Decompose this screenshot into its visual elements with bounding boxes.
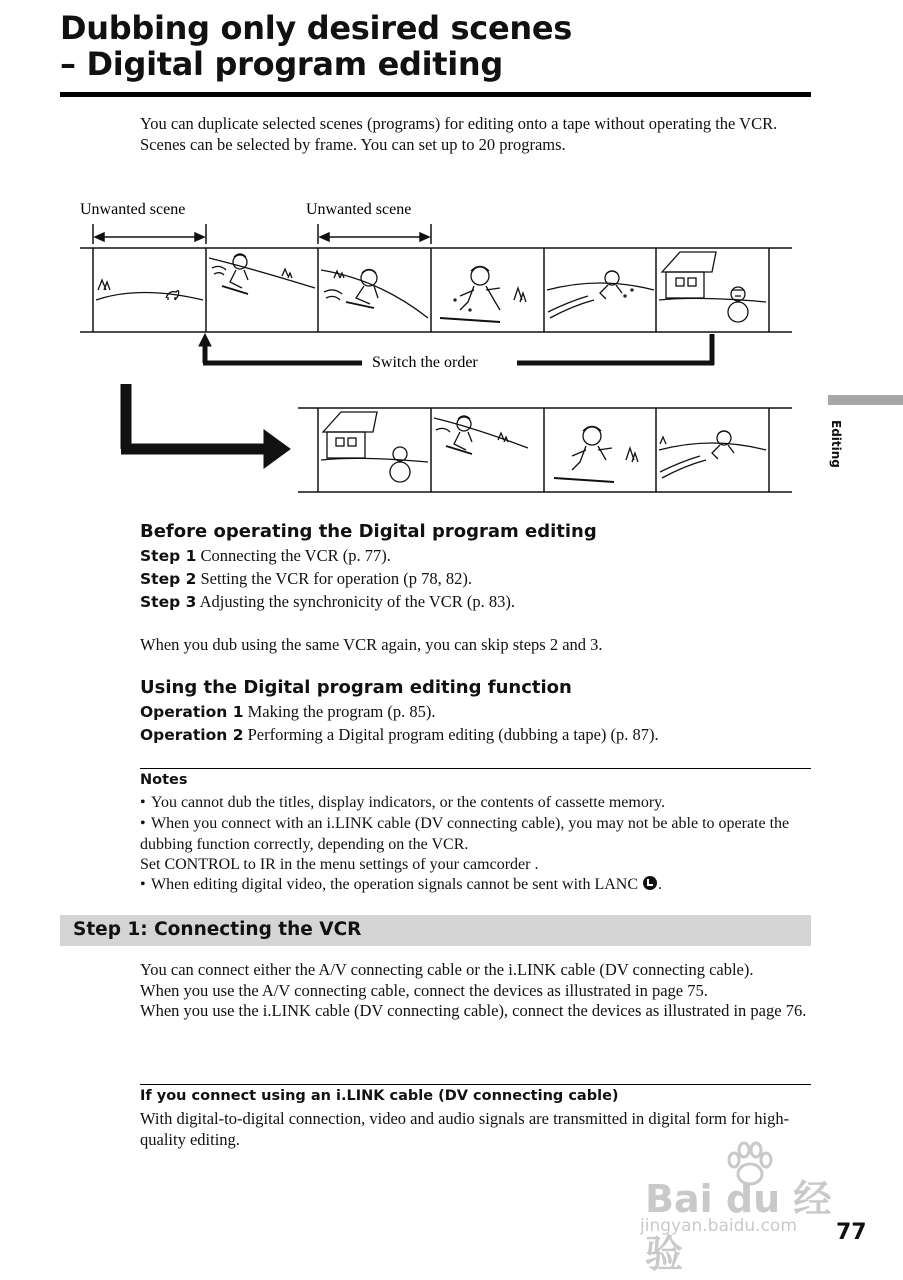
note-item xyxy=(140,793,830,814)
step-3-text: Adjusting the synchronicity of the VCR (p. 83). xyxy=(199,592,516,611)
watermark-brand: Bai du 经验 xyxy=(645,1177,832,1276)
unwanted-span-2 xyxy=(318,224,431,244)
using-heading: Using the Digital program editing function xyxy=(140,677,572,698)
step-1-label: Step 1 xyxy=(140,547,197,565)
operation-1-line xyxy=(140,701,435,723)
side-tab-label: Editing xyxy=(829,420,843,468)
note-continuation: Set CONTROL to IR in the menu settings of your camcorder . xyxy=(140,856,539,873)
watermark-url: jingyan.baidu.com xyxy=(640,1216,797,1236)
note-text-2: When you connect with an i.LINK cable (DV connecting cable), you may not be able to operate the dubbing function correctly, depending on the VCR. xyxy=(140,815,790,853)
notes-rule xyxy=(140,768,811,769)
step1-section-bar xyxy=(60,915,811,946)
operation-2-text: Performing a Digital program editing (dubbing a tape) (p. 87). xyxy=(247,725,659,744)
step1-bar-title: Step 1: Connecting the VCR xyxy=(73,919,362,940)
intro-line-1: You can duplicate selected scenes (programs) for editing onto a tape without operating the VCR. xyxy=(140,114,778,133)
skier-jumping-icon xyxy=(554,427,638,483)
step-2-label: Step 2 xyxy=(140,570,197,588)
unwanted-label-2: Unwanted scene xyxy=(306,201,412,218)
operation-1-text: Making the program (p. 85). xyxy=(247,702,436,721)
step-1-line xyxy=(140,545,391,567)
hill-dog-scene-icon xyxy=(96,280,203,300)
operation-1-label: Operation 1 xyxy=(140,703,244,721)
note-bullet: • xyxy=(140,794,146,811)
lanc-jack-icon xyxy=(642,875,658,891)
before-heading: Before operating the Digital program editing xyxy=(140,521,597,542)
skier-descending-icon xyxy=(434,416,528,454)
bottom-film-strip xyxy=(298,408,792,492)
skier-descending-icon xyxy=(321,270,428,319)
skier-falling-icon xyxy=(547,271,654,318)
title-rule xyxy=(60,92,811,97)
step1-para-1: You can connect either the A/V connecting cable or the i.LINK cable (DV connecting cable). xyxy=(140,960,754,979)
house-snowman-icon xyxy=(321,412,428,482)
ilink-sub-text: With digital-to-digital connection, video and audio signals are transmitted in digital form for high-quality editing. xyxy=(140,1109,790,1149)
baidu-watermark xyxy=(640,1140,855,1276)
note-bullet: • xyxy=(140,876,146,893)
top-film-strip xyxy=(80,248,792,332)
skip-note: When you dub using the same VCR again, you can skip steps 2 and 3. xyxy=(140,635,603,654)
note-bullet: • xyxy=(140,815,146,832)
step-1-text: Connecting the VCR (p. 77). xyxy=(200,546,391,565)
step-2-line xyxy=(140,568,472,590)
step1-para-3: When you use the i.LINK cable (DV connecting cable), connect the devices as illustrated in page 76. xyxy=(140,1001,807,1020)
step-3-line xyxy=(140,591,515,613)
page-title xyxy=(60,10,820,82)
title-line-1: Dubbing only desired scenes xyxy=(60,9,572,47)
skier-falling-icon xyxy=(659,431,766,478)
switch-order-label: Switch the order xyxy=(372,354,478,371)
unwanted-label-1: Unwanted scene xyxy=(80,201,186,218)
step-2-text: Setting the VCR for operation (p 78, 82). xyxy=(200,569,472,588)
operation-2-label: Operation 2 xyxy=(140,726,244,744)
note-item: • When editing digital video, the operation signals cannot be sent with LANC . xyxy=(140,875,830,896)
skier-jumping-icon xyxy=(440,267,526,323)
ilink-sub-heading: If you connect using an i.LINK cable (DV connecting cable) xyxy=(140,1088,619,1104)
operation-2-line xyxy=(140,724,659,746)
ilink-rule xyxy=(140,1084,811,1085)
unwanted-span-1 xyxy=(93,224,206,244)
intro-text xyxy=(140,114,815,155)
note-text-4: When editing digital video, the operation signals cannot be sent with LANC xyxy=(151,876,639,893)
notes-heading: Notes xyxy=(140,772,188,788)
film-strip-diagram xyxy=(0,190,903,510)
title-line-2: – Digital program editing xyxy=(60,45,504,83)
side-tab xyxy=(828,395,903,405)
step1-body xyxy=(140,960,815,1022)
note-item xyxy=(140,814,830,855)
step-3-label: Step 3 xyxy=(140,593,197,611)
intro-line-2: Scenes can be selected by frame. You can set up to 20 programs. xyxy=(140,134,566,154)
note-text-1: You cannot dub the titles, display indicators, or the contents of cassette memory. xyxy=(151,794,666,811)
big-arrow-icon xyxy=(121,384,290,468)
house-snowman-icon xyxy=(659,252,766,322)
page-number: 77 xyxy=(836,1220,867,1245)
skier-descending-icon xyxy=(209,254,315,294)
step1-para-2: When you use the A/V connecting cable, connect the devices as illustrated in page 75. xyxy=(140,980,708,1000)
